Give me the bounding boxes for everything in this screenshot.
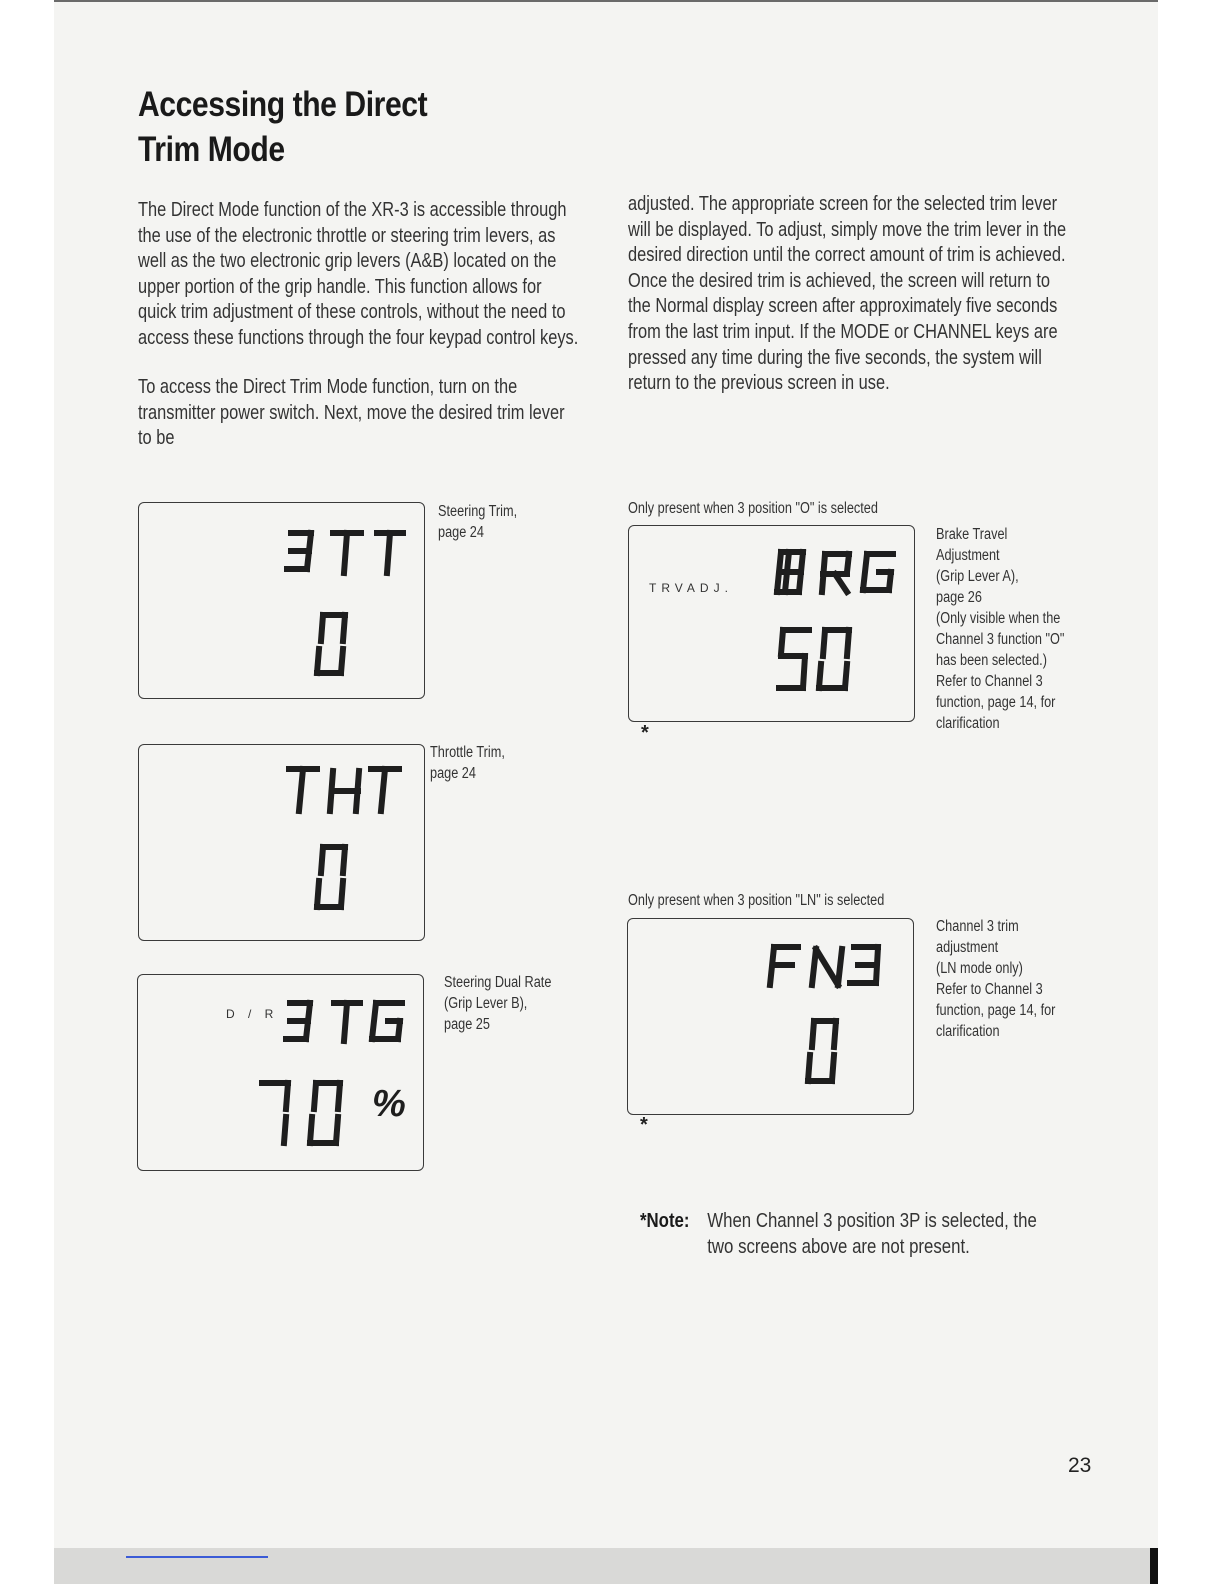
lcd-unit-percent: %	[372, 1083, 406, 1125]
caption-stg-line-1: Steering Dual Rate	[444, 974, 552, 991]
asterisk-fn3: *	[640, 1114, 648, 1136]
asterisk-brg: *	[641, 722, 649, 744]
header-fn3: Only present when 3 position "LN" is selected	[628, 892, 885, 909]
caption-brg-line-4: page 26	[936, 589, 982, 606]
caption-fn3-line-4: Refer to Channel 3	[936, 981, 1043, 998]
scan-link-mark	[126, 1556, 268, 1558]
lcd-digits-stg	[138, 975, 423, 1170]
lcd-screen-fn3	[627, 918, 914, 1115]
caption-tht-line-1: Throttle Trim,	[430, 744, 505, 761]
caption-tht-line-2: page 24	[430, 765, 476, 782]
caption-brg-line-6: Channel 3 function "O"	[936, 631, 1065, 648]
caption-stg	[444, 972, 551, 1035]
caption-brg-line-5: (Only visible when the	[936, 610, 1061, 627]
access-paragraph: To access the Direct Trim Mode function, turn on the transmitter power switch. Next, move the desired trim lever to be	[138, 375, 565, 450]
caption-fn3-line-5: function, page 14, for	[936, 1002, 1056, 1019]
caption-brg	[936, 524, 1064, 734]
top-scan-edge	[54, 0, 1158, 2]
header-brg: Only present when 3 position "O" is selected	[628, 500, 878, 517]
adjust-paragraph: adjusted. The appropriate screen for the selected trim lever will be displayed. To adjust, simply move the trim lever in the desired direction until the correct amount of trim is achieved. Once the desired trim is achieved, the screen will return to the Normal display screen after approximately five seconds from the last trim input. If the MODE or CHANNEL keys are pressed any time during the five seconds, the system will return to the previous screen in use.	[628, 192, 1067, 395]
lcd-screen-stg	[137, 974, 424, 1171]
lcd-label-dr: D / R	[226, 1007, 279, 1021]
caption-fn3-line-2: adjustment	[936, 939, 999, 956]
footnote-label: *Note:	[640, 1209, 690, 1232]
caption-brg-line-2: Adjustment	[936, 547, 1000, 564]
caption-stt-line-1: Steering Trim,	[438, 503, 518, 520]
title-line-2: Trim Mode	[138, 130, 285, 169]
caption-brg-line-3: (Grip Lever A),	[936, 568, 1019, 585]
caption-stt	[438, 501, 517, 543]
page-title	[138, 82, 499, 172]
caption-brg-line-10: clarification	[936, 715, 1000, 732]
lcd-label-trvadj: TRVADJ.	[649, 581, 733, 595]
caption-fn3-line-3: (LN mode only)	[936, 960, 1023, 977]
caption-stg-line-3: page 25	[444, 1016, 490, 1033]
bottom-scan-edge	[54, 1548, 1158, 1584]
caption-brg-line-1: Brake Travel	[936, 526, 1008, 543]
lcd-screen-brg	[628, 525, 915, 722]
footnote	[640, 1208, 1066, 1258]
caption-brg-line-9: function, page 14, for	[936, 694, 1056, 711]
title-line-1: Accessing the Direct	[138, 85, 428, 124]
lcd-digits-brg	[629, 526, 914, 721]
page-number: 23	[1068, 1454, 1092, 1477]
scan-edge-mark	[1150, 1548, 1158, 1584]
caption-tht	[430, 742, 505, 784]
lcd-digits-stt	[139, 503, 424, 698]
caption-stg-line-2: (Grip Lever B),	[444, 995, 528, 1012]
lcd-digits-fn3	[628, 919, 913, 1114]
lcd-screen-tht	[138, 744, 425, 941]
footnote-text: When Channel 3 position 3P is selected, the two screens above are not present.	[707, 1209, 1037, 1258]
caption-fn3	[936, 916, 1055, 1042]
caption-fn3-line-6: clarification	[936, 1023, 1000, 1040]
caption-stt-line-2: page 24	[438, 524, 484, 541]
caption-brg-line-8: Refer to Channel 3	[936, 673, 1043, 690]
intro-paragraph: The Direct Mode function of the XR-3 is accessible through the use of the electronic throttle or steering trim levers, as well as the two electronic grip levers (A&B) located on the upper portion of the grip handle. This function allows for quick trim adjustment of these controls, without the need to access these functions through the four keypad control keys.	[138, 198, 579, 349]
lcd-digits-tht	[139, 745, 424, 940]
caption-fn3-line-1: Channel 3 trim	[936, 918, 1019, 935]
caption-brg-line-7: has been selected.)	[936, 652, 1047, 669]
lcd-screen-stt	[138, 502, 425, 699]
